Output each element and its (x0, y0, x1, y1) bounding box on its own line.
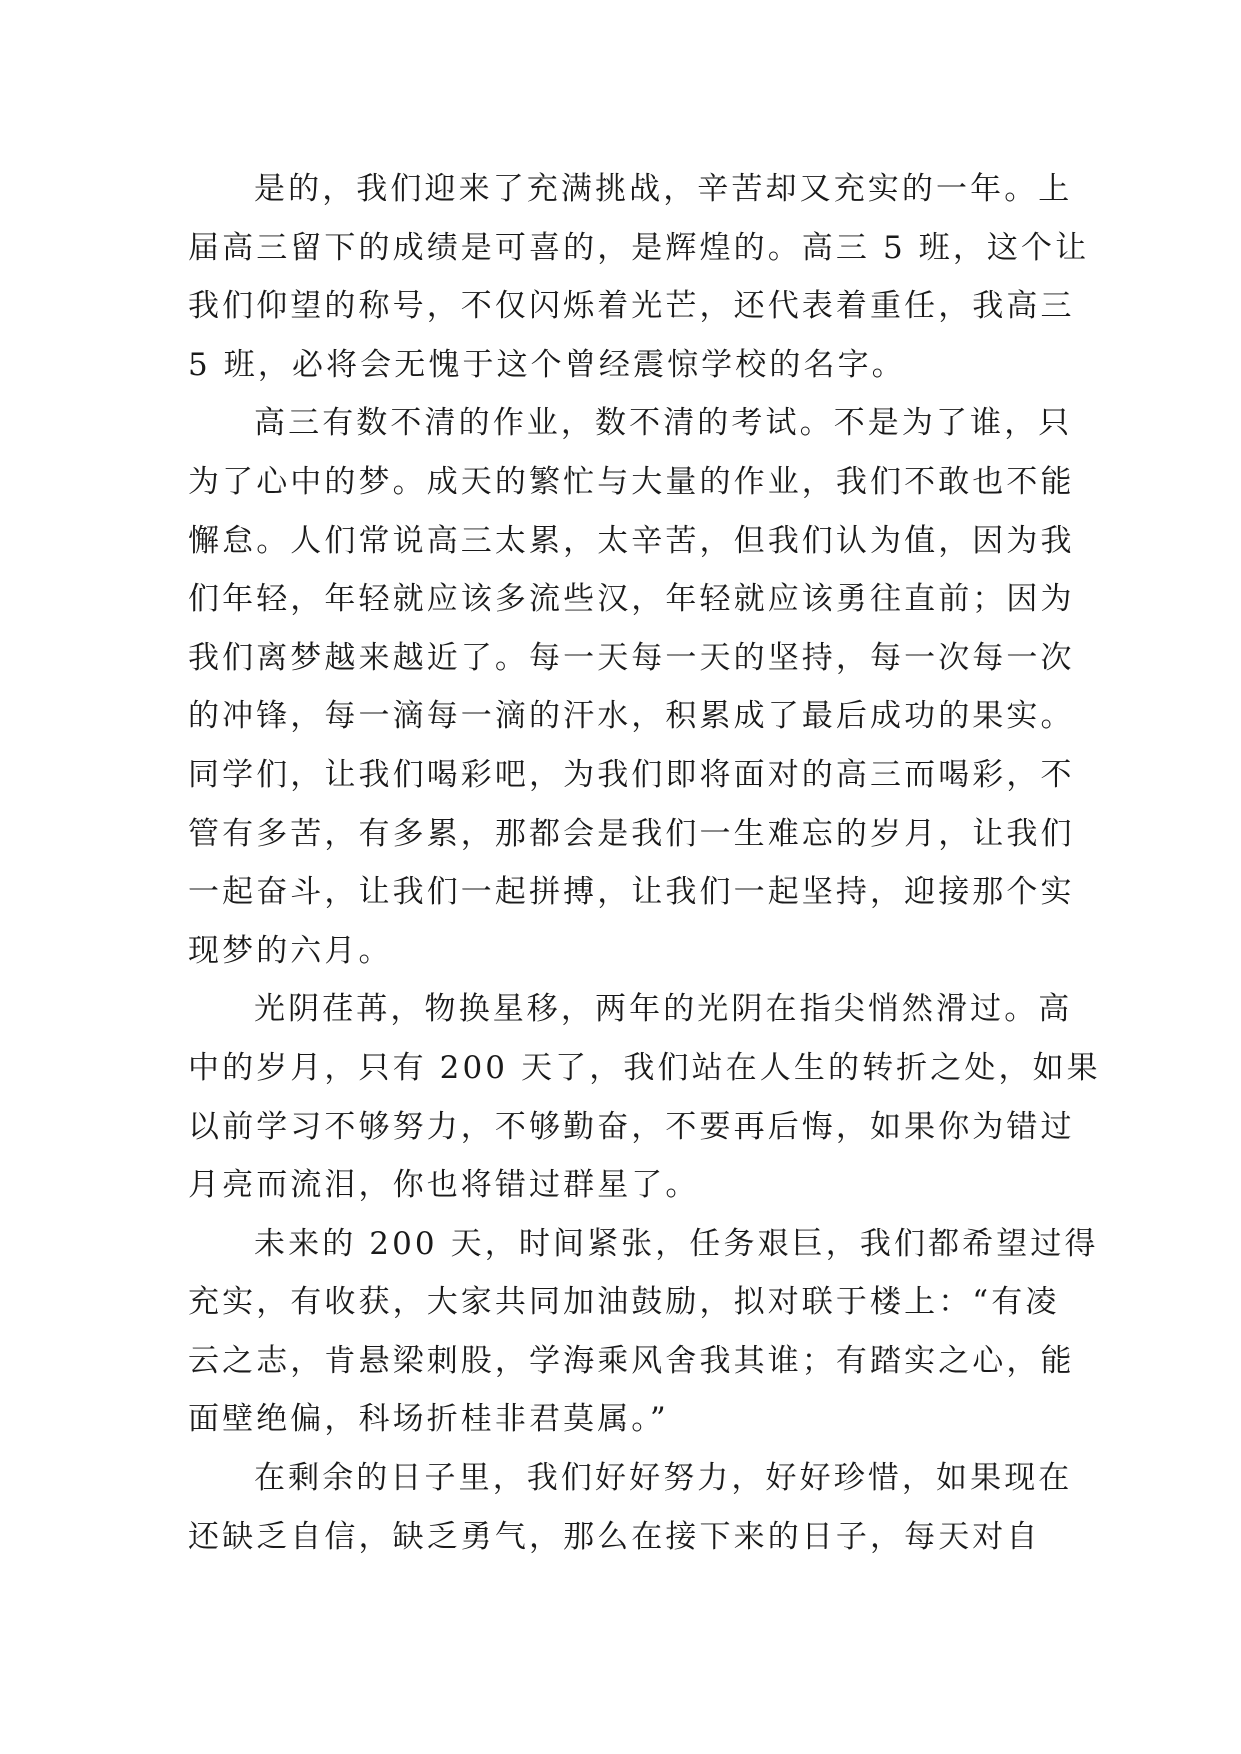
text-line: 们年轻，年轻就应该多流些汉，年轻就应该勇往直前；因为 (188, 581, 1075, 618)
text-line: 我们仰望的称号，不仅闪烁着光芒，还代表着重任，我高三 (188, 288, 1075, 325)
text-line: 充实，有收获，大家共同加油鼓励，拟对联于楼上：“有凌 (188, 1284, 1060, 1321)
text-line: 云之志，肯悬梁刺股，学海乘风舍我其谁；有踏实之心，能 (188, 1342, 1075, 1379)
text-line: 在剩余的日子里，我们好好努力，好好珍惜，如果现在 (254, 1460, 1073, 1497)
text-line: 面壁绝偏，科场折桂非君莫属。” (188, 1401, 669, 1438)
text-line: 为了心中的梦。成天的繁忙与大量的作业，我们不敢也不能 (188, 463, 1075, 500)
text-line: 以前学习不够努力，不够勤奋，不要再后悔，如果你为错过 (188, 1108, 1075, 1145)
document-body (188, 160, 1101, 1566)
text-line: 5 班，必将会无愧于这个曾经震惊学校的名字。 (188, 346, 906, 383)
text-line: 我们离梦越来越近了。每一天每一天的坚持，每一次每一次 (188, 639, 1075, 676)
text-line: 是的，我们迎来了充满挑战，辛苦却又充实的一年。上 (254, 171, 1073, 207)
text-line: 光阴荏苒，物换星移，两年的光阴在指尖悄然滑过。高 (254, 991, 1073, 1028)
text-line: 懈怠。人们常说高三太累，太辛苦，但我们认为值，因为我 (188, 522, 1075, 559)
text-line: 中的岁月，只有 200 天了，我们站在人生的转折之处，如果 (188, 1049, 1101, 1086)
text-line: 管有多苦，有多累，那都会是我们一生难忘的岁月，让我们 (188, 815, 1075, 852)
text-line: 高三有数不清的作业，数不清的考试。不是为了谁，只 (254, 405, 1073, 442)
text-line: 月亮而流泪，你也将错过群星了。 (188, 1167, 700, 1204)
paragraph-5 (188, 1449, 1073, 1566)
paragraph-4 (188, 1215, 1099, 1449)
text-line: 届高三留下的成绩是可喜的，是辉煌的。高三 5 班，这个让 (188, 229, 1090, 266)
text-line: 现梦的六月。 (188, 932, 393, 969)
text-line: 同学们，让我们喝彩吧，为我们即将面对的高三而喝彩，不 (188, 756, 1075, 793)
paragraph-3 (188, 980, 1101, 1214)
text-line: 未来的 200 天，时间紧张，任务艰巨，我们都希望过得 (254, 1225, 1099, 1262)
text-line: 还缺乏自信，缺乏勇气，那么在接下来的日子，每天对自 (188, 1518, 1041, 1555)
paragraph-2 (188, 394, 1075, 980)
text-line: 一起奋斗，让我们一起拼搏，让我们一起坚持，迎接那个实 (188, 874, 1075, 911)
paragraph-1 (188, 160, 1090, 394)
text-line: 的冲锋，每一滴每一滴的汗水，积累成了最后成功的果实。 (188, 698, 1075, 735)
